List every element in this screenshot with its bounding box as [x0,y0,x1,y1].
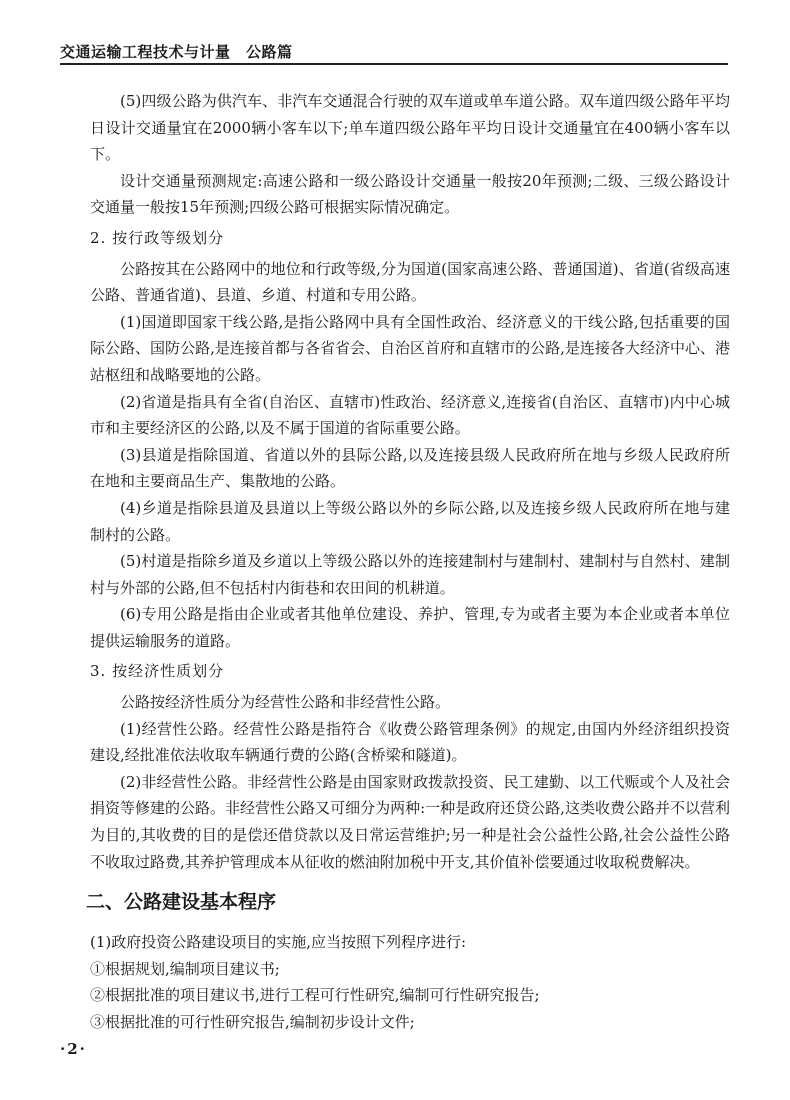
procedure-intro: (1)政府投资公路建设项目的实施,应当按照下列程序进行: [90,933,467,952]
paragraph-national-road: (1)国道即国家干线公路,是指公路网中具有全国性政治、经济意义的干线公路,包括重要的国际公路、国防公路,是连接首都与各省省会、自治区首府和直辖市的公路,是连接各大经济中心、港站枢纽和战略要地的公路。 [90,312,730,384]
header-rule [60,63,728,65]
procedure-step-3: ③根据批准的可行性研究报告,编制初步设计文件; [90,1013,415,1031]
header-title: 交通运输工程技术与计量 公路篇 [60,43,293,61]
paragraph-operating-road: (1)经营性公路。经营性公路是指符合《收费公路管理条例》的规定,由国内外经济组织投资建设,经批准依法收取车辆通行费的公路(含桥梁和隧道)。 [90,719,730,765]
paragraph-admin-intro: 公路按其在公路网中的地位和行政等级,分为国道(国家高速公路、普通国道)、省道(省级高速公路、普通省道)、县道、乡道、村道和专用公路。 [90,259,730,305]
paragraph-traffic-forecast: 设计交通量预测规定:高速公路和一级公路设计交通量一般按20年预测;二级、三级公路设计交通量一般按15年预测;四级公路可根据实际情况确定。 [90,171,730,217]
paragraph-village-road: (5)村道是指除乡道及乡道以上等级公路以外的连接建制村与建制村、建制村与自然村、建制村与外部的公路,但不包括村内街巷和农田间的机耕道。 [90,552,730,597]
body-text [86,88,730,1036]
paragraph-grade-four: (5)四级公路为供汽车、非汽车交通混合行驶的双车道或单车道公路。双车道四级公路年平均日设计交通量宜在2000辆小客车以下;单车道四级公路年平均日设计交通量宜在400辆小客车以下。 [90,92,730,164]
section-heading-construction-procedure: 二、公路建设基本程序 [86,891,277,914]
page-number: ·2· [60,1040,87,1058]
procedure-step-2: ②根据批准的项目建议书,进行工程可行性研究,编制可行性研究报告; [90,986,540,1005]
paragraph-township-road: (4)乡道是指除县道及县道以上等级公路以外的乡际公路,以及连接乡级人民政府所在地与建制村的公路。 [90,498,730,544]
paragraph-econ-intro: 公路按经济性质分为经营性公路和非经营性公路。 [120,693,451,712]
procedure-step-1: ①根据规划,编制项目建议书; [90,959,280,978]
sub-heading-economic-nature: 3. 按经济性质划分 [90,662,225,681]
running-header [60,38,728,64]
sub-heading-admin-level: 2. 按行政等级划分 [90,228,225,247]
paragraph-non-operating-road: (2)非经营性公路。非经营性公路是由国家财政拨款投资、民工建勤、以工代赈或个人及社会捐资等修建的公路。非经营性公路又可细分为两种:一种是政府还贷公路,这类收费公路并不以营利为目的,其收费的目的是偿还借贷款以及日常运营维护;另一种是社会公益性公路,社会公益性公路不收取过路费,其养护管理成本从征收的燃油附加税中开支,其价值补偿要通过收取税费解决。 [90,772,730,871]
paragraph-special-road: (6)专用公路是指由企业或者其他单位建设、养护、管理,专为或者主要为本企业或者本单位提供运输服务的道路。 [90,605,730,650]
paragraph-provincial-road: (2)省道是指具有全省(自治区、直辖市)性政治、经济意义,连接省(自治区、直辖市)内中心城市和主要经济区的公路,以及不属于国道的省际重要公路。 [90,392,730,438]
paragraph-county-road: (3)县道是指除国道、省道以外的县际公路,以及连接县级人民政府所在地与乡级人民政府所在地和主要商品生产、集散地的公路。 [90,445,730,491]
